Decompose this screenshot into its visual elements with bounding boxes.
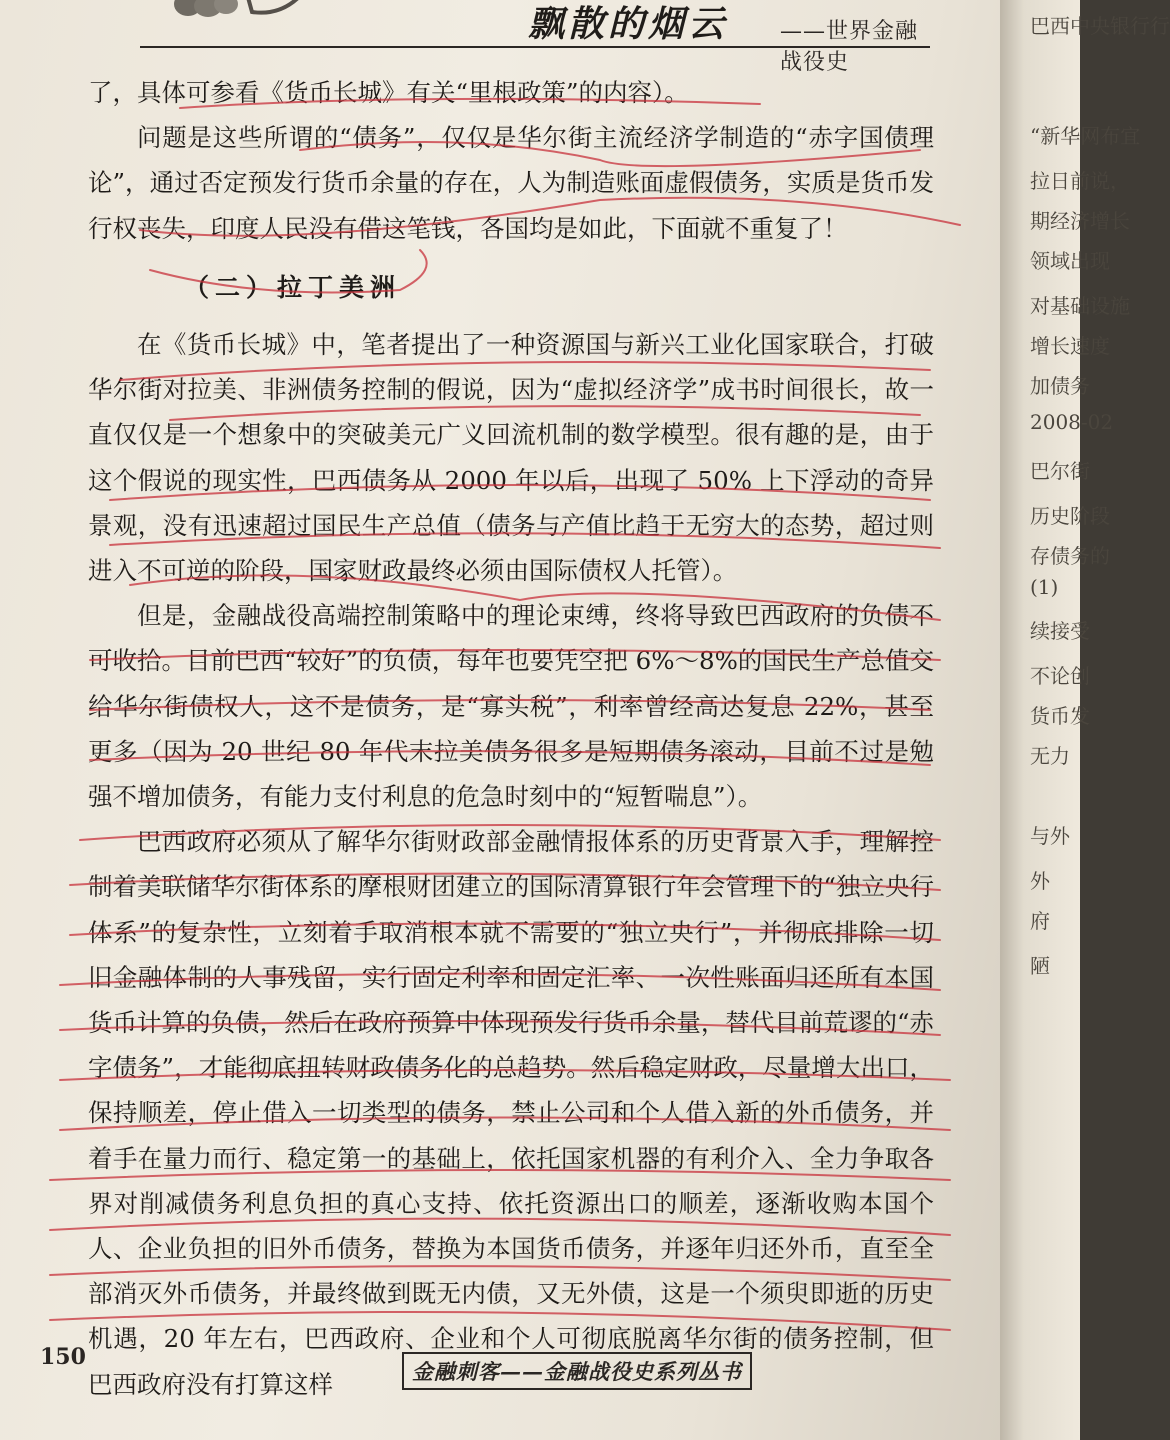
next-page-fragment: 期经济增长 [1030, 209, 1130, 233]
next-page-fragment: 不论创 [1030, 664, 1090, 688]
header-title: 飘散的烟云 [528, 3, 729, 45]
page-number: 150 [40, 1344, 86, 1370]
paragraph-4: 但是，金融战役高端控制策略中的理论束缚，终将导致巴西政府的负债不可收拾。目前巴西“较好”的负债，每年也要凭空把 6%～8%的国民生产总值交给华尔街债权人，这不是债务，是“寡头税”，利率曾经高达复息 22%，甚至更多（因为 20 世纪 80 年代末拉美债务很多是短期债务滚动，目前不过是勉强不增加债务，有能力支付利息的危急时刻中的“短暂喘息”）。 [88, 601, 934, 812]
footer-series-title: 金融刺客——金融战役史系列丛书 [402, 1352, 752, 1390]
next-page-fragment: 加债务 [1030, 374, 1090, 398]
next-page-fragment: 货币发 [1030, 704, 1090, 728]
next-page-fragment: 增长速度 [1030, 334, 1110, 358]
body-text [88, 70, 934, 1407]
next-page-fragment: 无力 [1030, 744, 1070, 768]
next-page-fragment: 巴尔街 [1030, 459, 1090, 483]
section-heading: （二）拉丁美洲 [184, 272, 402, 302]
next-page-fragment: 续接受 [1030, 619, 1090, 643]
next-page-fragment: 领域出现 [1030, 249, 1110, 273]
next-page-fragment: (1) [1030, 575, 1059, 599]
paragraph-5: 巴西政府必须从了解华尔街财政部金融情报体系的历史背景入手，理解控制着美联储华尔街体系的摩根财团建立的国际清算银行年会管理下的“独立央行体系”的复杂性，立刻着手取消根本就不需要的“独立央行”，并彻底排除一切旧金融体制的人事残留，实行固定利率和固定汇率、一次性账面归还所有本国货币计算的负债，然后在政府预算中体现预发行货币余量，替代目前荒谬的“赤字债务”，才能彻底扭转财政债务化的总趋势。然后稳定财政，尽量增大出口，保持顺差，停止借入一切类型的债务，禁止公司和个人借入新的外币债务，并着手在量力而行、稳定第一的基础上，依托国家机器的有利介入、全力争取各界对削减债务利息负担的真心支持、依托资源出口的顺差，逐渐收购本国个人、企业负担的旧外币债务，替换为本国货币债务，并逐年归还外币，直至全部消灭外币债务，并最终做到既无内债，又无外债，这是一个须臾即逝的历史机遇，20 年左右，巴西政府、企业和个人可彻底脱离华尔街的债务控制，但巴西政府没有打算这样 [88, 827, 934, 1399]
next-page-edge [1000, 0, 1170, 1440]
next-page-fragment: 历史阶段 [1030, 504, 1110, 528]
next-page-fragment: 外 [1030, 869, 1050, 893]
paragraph-1: 了，具体可参看《货币长城》有关“里根政策”的内容）。 [88, 78, 689, 107]
next-page-fragment: 拉日前说， [1030, 169, 1130, 193]
next-page-fragment: 府 [1030, 909, 1050, 933]
next-page-fragment: 存债务的 [1030, 544, 1110, 568]
next-page-fragment: “新华网布宜 [1030, 124, 1141, 148]
next-page-fragment: 巴西中央银行行 [1030, 14, 1170, 38]
header-subtitle: ——世界金融战役史 [780, 19, 919, 75]
running-header [140, 0, 930, 75]
next-page-fragment: 对基础设施 [1030, 294, 1130, 318]
next-page-fragment: 陋 [1030, 954, 1050, 978]
paragraph-3: 在《货币长城》中，笔者提出了一种资源国与新兴工业化国家联合，打破华尔街对拉美、非洲债务控制的假说，因为“虚拟经济学”成书时间很长，故一直仅仅是一个想象中的突破美元广义回流机制的数学模型。很有趣的是，由于这个假说的现实性，巴西债务从 2000 年以后，出现了 50% 上下浮动的奇异景观，没有迅速超过国民生产总值（债务与产值比趋于无穷大的态势，超过则进入不可逆的阶段，国家财政最终必须由国际债权人托管）。 [88, 330, 934, 586]
header-logo-icon [168, 0, 308, 22]
next-page-fragment: 2008-02 [1030, 410, 1114, 434]
next-page-fragment: 与外 [1030, 824, 1070, 848]
paragraph-2: 问题是这些所谓的“债务”，仅仅是华尔街主流经济学制造的“赤字国债理论”，通过否定预发行货币余量的存在，人为制造账面虚假债务，实质是货币发行权丧失，印度人民没有借这笔钱，各国均是如此，下面就不重复了！ [88, 123, 934, 243]
